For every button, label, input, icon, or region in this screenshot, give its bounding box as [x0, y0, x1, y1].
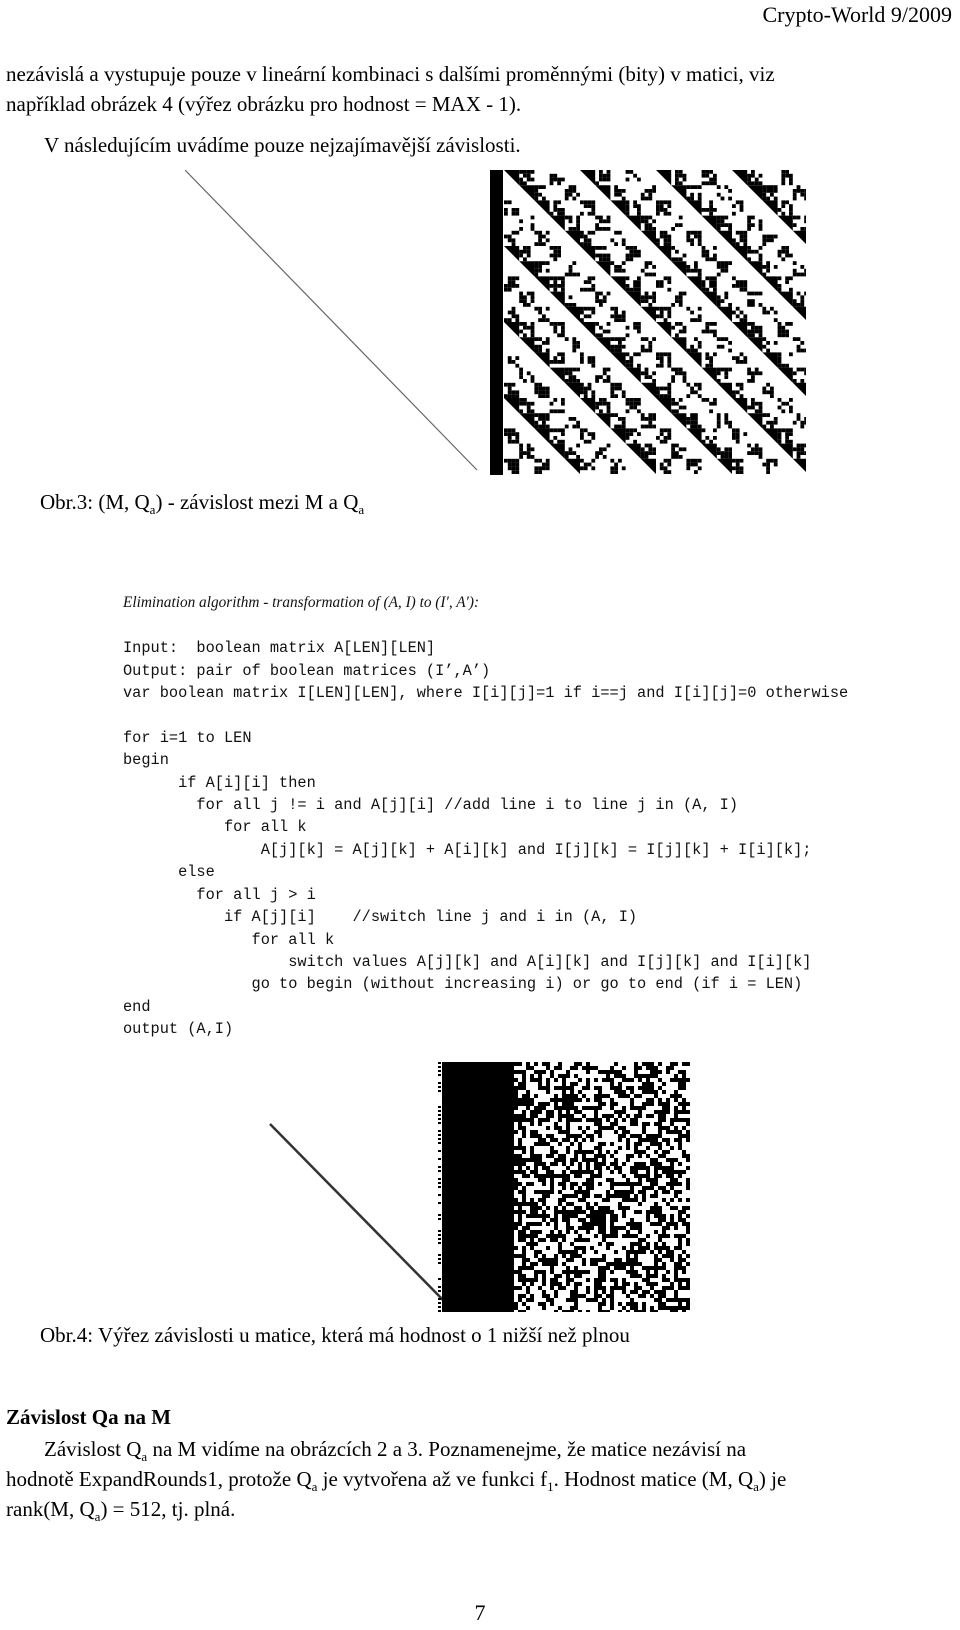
section-l2-sub2: 1	[547, 1479, 554, 1495]
algorithm-line: for all j != i and A[j][i] //add line i to line j in (A, I)	[123, 796, 739, 815]
algorithm-line: if A[j][i] //switch line j and i in (A, I)	[123, 908, 638, 927]
section-l1-a: Závislost Q	[44, 1437, 142, 1461]
intro-line-3: V následujícím uvádíme pouze nejzajímavější závislosti.	[44, 133, 521, 157]
figure3-caption-sub2: a	[358, 502, 365, 518]
algorithm-line: if A[i][i] then	[123, 773, 316, 792]
section-l2-sub1: a	[311, 1479, 318, 1495]
algorithm-line: Input: boolean matrix A[LEN][LEN]	[123, 639, 436, 658]
section-l1-b: na M vidíme na obrázcích 2 a 3. Poznamenejme, že matice nezávisí na	[147, 1437, 747, 1461]
figure3-caption-prefix: Obr.3: (M, Q	[40, 490, 150, 514]
figure4-matrix	[438, 1062, 690, 1312]
algorithm-line: begin	[123, 751, 169, 770]
figure3-matrix	[490, 170, 806, 476]
algorithm-line: for i=1 to LEN	[123, 728, 252, 747]
section-l2-b: je vytvořena až ve funkci f	[317, 1467, 548, 1491]
running-header: Crypto-World 9/2009	[762, 2, 952, 27]
figure3-diagonal	[185, 168, 485, 473]
algorithm-line: Output: pair of boolean matrices (I’,A’)	[123, 661, 491, 680]
algorithm-line: for all k	[123, 930, 335, 949]
section-l2-c: . Hodnost matice (M, Q	[553, 1467, 754, 1491]
section-l2-d: ) je	[758, 1467, 787, 1491]
figure3-caption-mid: ) - závislost mezi M a Q	[155, 490, 359, 514]
algorithm-line: for all j > i	[123, 885, 316, 904]
section-l3-b: ) = 512, tj. plná.	[100, 1497, 236, 1521]
algorithm-line: else	[123, 863, 215, 882]
algorithm-line: end	[123, 997, 151, 1016]
figure4-caption: Obr.4: Výřez závislosti u matice, která má hodnost o 1 nižší než plnou	[40, 1323, 630, 1347]
section-l3-a: rank(M, Q	[6, 1497, 95, 1521]
algorithm-block	[123, 570, 848, 1063]
algorithm-line: output (A,I)	[123, 1020, 234, 1039]
section-heading: Závislost Qa na M	[6, 1405, 172, 1429]
figure3-caption-sub1: a	[149, 502, 156, 518]
algorithm-line	[123, 704, 848, 726]
section-l1-sub: a	[141, 1449, 148, 1465]
figure3-caption	[40, 490, 364, 518]
algorithm-title: Elimination algorithm - transformation of (A, I) to (I′, A′):	[123, 594, 480, 612]
algorithm-line: for all k	[123, 818, 307, 837]
section-l2-sub3: a	[753, 1479, 759, 1495]
page-number: 7	[474, 1600, 486, 1625]
figure4-diagonal	[268, 1120, 458, 1310]
section-l3-sub: a	[94, 1509, 101, 1525]
section-l2-a: hodnotě ExpandRounds1, protože Q	[6, 1467, 312, 1491]
algorithm-line: switch values A[j][k] and A[i][k] and I[j][k] and I[i][k]	[123, 952, 812, 971]
intro-line-2: například obrázek 4 (výřez obrázku pro hodnost = MAX - 1).	[6, 92, 522, 116]
algorithm-lines	[123, 637, 848, 1040]
intro-line-1: nezávislá a vystupuje pouze v lineární kombinaci s dalšími proměnnými (bity) v matici, viz	[6, 62, 775, 86]
section-line-3	[6, 1495, 956, 1531]
algorithm-line: A[j][k] = A[j][k] + A[i][k] and I[j][k] = I[j][k] + I[i][k];	[123, 840, 812, 859]
algorithm-line: var boolean matrix I[LEN][LEN], where I[i][j]=1 if i==j and I[i][j]=0 otherwise	[123, 684, 849, 703]
algorithm-line: go to begin (without increasing i) or go to end (if i = LEN)	[123, 975, 803, 994]
